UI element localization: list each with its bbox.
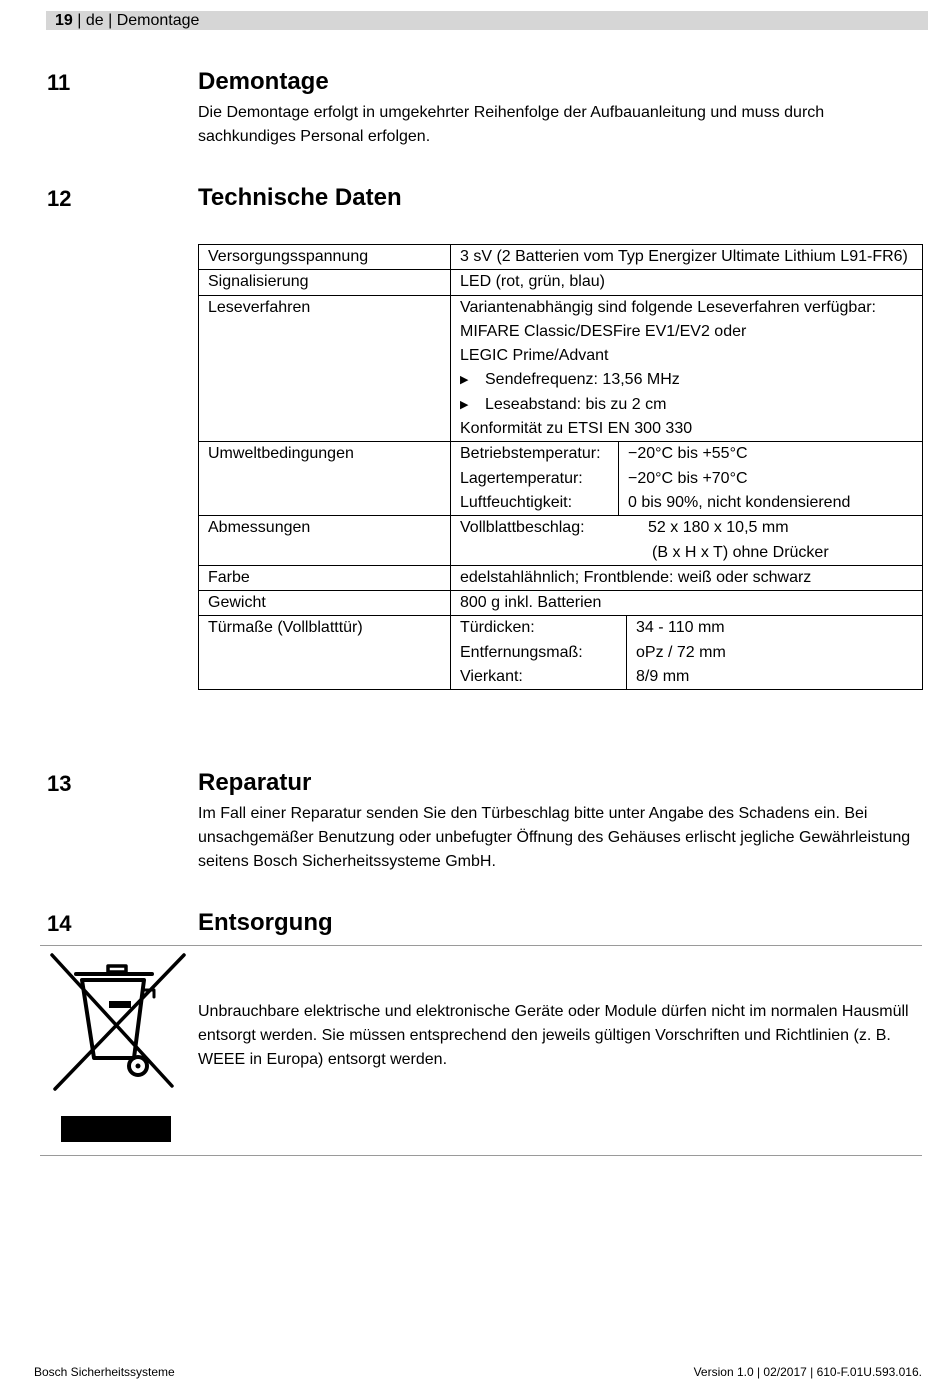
reparatur-text: Im Fall einer Reparatur senden Sie den Türbeschlag bitte unter Angabe des Schadens ein. Bei unsachgemäßer Benutzung oder unbefugter Öffnung des Gehäuses erlischt jegliche Gewährleistung seitens Bosch Sicherheitssysteme GmbH. <box>198 805 911 870</box>
table-row <box>199 516 923 566</box>
spec-value <box>451 516 923 566</box>
sub-label-line: Betriebstemperatur: <box>460 445 601 463</box>
sub-value-line: −20°C bis +70°C <box>628 469 748 487</box>
spec-value <box>451 295 923 442</box>
section-title-entsorgung: Entsorgung <box>198 909 333 936</box>
abmessungen-subtable <box>460 516 913 565</box>
spec-table <box>198 244 923 690</box>
spec-label: Gewicht <box>199 591 451 616</box>
section-number-12: 12 <box>47 186 72 211</box>
table-row <box>199 591 923 616</box>
entsorgung-text: Unbrauchbare elektrische und elektronische Geräte oder Module dürfen nicht im normalen Hausmüll entsorgt werden. Sie müssen entsprechend den jeweils gültigen Vorschriften und Richtlinien (z. B. WEEE in Europa) entsorgt werden. <box>198 1003 909 1068</box>
spec-label: Signalisierung <box>199 270 451 295</box>
spec-value: LED (rot, grün, blau) <box>451 270 923 295</box>
table-row <box>199 270 923 295</box>
spec-label: Farbe <box>199 565 451 590</box>
sub-label-line: Entfernungsmaß: <box>460 643 583 661</box>
page-header <box>46 11 928 30</box>
sub-value-line: 52 x 180 x 10,5 mm <box>648 519 789 537</box>
sub-label-line: Türdicken: <box>460 619 535 637</box>
sub-label: Vollblattbeschlag: <box>460 519 585 537</box>
demontage-text: Die Demontage erfolgt in umgekehrter Reihenfolge der Aufbauanleitung und muss durch sachkundiges Personal erfolgen. <box>198 104 825 145</box>
bullet-item <box>460 393 913 417</box>
header-separator: | <box>103 12 117 29</box>
sub-value <box>619 442 923 515</box>
section-title-demontage: Demontage <box>198 68 329 95</box>
header-separator: | <box>72 12 86 29</box>
spec-label: Abmessungen <box>199 516 451 566</box>
spec-value: 3 sV (2 Batterien vom Typ Energizer Ultimate Lithium L91-FR6) <box>451 245 923 270</box>
umwelt-subtable <box>451 442 922 515</box>
sub-label-line: Luftfeuchtigkeit: <box>460 493 573 511</box>
table-row <box>199 442 923 516</box>
spec-value <box>451 442 923 516</box>
table-row <box>199 295 923 442</box>
lese-line: Variantenabhängig sind folgende Leseverfahren verfügbar: <box>460 298 876 316</box>
bullet-text: Sendefrequenz: 13,56 MHz <box>485 371 680 389</box>
header-language: de <box>85 12 104 29</box>
table-row <box>199 565 923 590</box>
table-row <box>199 245 923 270</box>
header-chapter: Demontage <box>116 12 200 29</box>
spec-label: Türmaße (Vollblatttür) <box>199 616 451 690</box>
page-number: 19 <box>55 12 73 29</box>
spec-value: edelstahlähnlich; Frontblende: weiß oder schwarz <box>451 565 923 590</box>
sub-label-line: Lagertemperatur: <box>460 469 583 487</box>
spec-label: Leseverfahren <box>199 295 451 442</box>
bullet-item <box>460 368 913 392</box>
spec-label: Umweltbedingungen <box>199 442 451 516</box>
section-title-reparatur: Reparatur <box>198 769 312 796</box>
lese-line: Konformität zu ETSI EN 300 330 <box>460 420 693 438</box>
sub-value-line: 8/9 mm <box>636 668 690 686</box>
footer-company: Bosch Sicherheitssysteme <box>34 1365 175 1379</box>
table-row <box>199 616 923 690</box>
sub-value-line: 0 bis 90%, nicht kondensierend <box>628 493 851 511</box>
section-number-14: 14 <box>47 911 72 936</box>
lese-line: MIFARE Classic/DESFire EV1/EV2 oder <box>460 322 747 340</box>
section-number-11: 11 <box>47 70 71 95</box>
weee-crossed-bin-icon <box>48 952 188 1147</box>
divider <box>40 945 922 946</box>
spec-value <box>451 616 923 690</box>
bullet-text: Leseabstand: bis zu 2 cm <box>485 395 667 413</box>
sub-value-line: −20°C bis +55°C <box>628 445 748 463</box>
sub-value-line: oPz / 72 mm <box>636 643 726 661</box>
section-number-13: 13 <box>47 771 72 796</box>
spec-value: 800 g inkl. Batterien <box>451 591 923 616</box>
sub-label <box>451 442 619 515</box>
sub-label-line: Vierkant: <box>460 668 523 686</box>
lese-line: LEGIC Prime/Advant <box>460 347 609 365</box>
spec-label: Versorgungsspannung <box>199 245 451 270</box>
section-title-technische-daten: Technische Daten <box>198 184 402 211</box>
sub-value-line: (B x H x T) ohne Drücker <box>652 543 829 561</box>
divider <box>40 1155 922 1156</box>
tuermasse-subtable <box>451 616 922 689</box>
sub-label <box>451 616 627 689</box>
footer-version: Version 1.0 | 02/2017 | 610-F.01U.593.016. <box>693 1365 922 1379</box>
sub-value-line: 34 - 110 mm <box>636 619 725 637</box>
sub-value <box>648 516 913 565</box>
sub-value <box>627 616 923 689</box>
